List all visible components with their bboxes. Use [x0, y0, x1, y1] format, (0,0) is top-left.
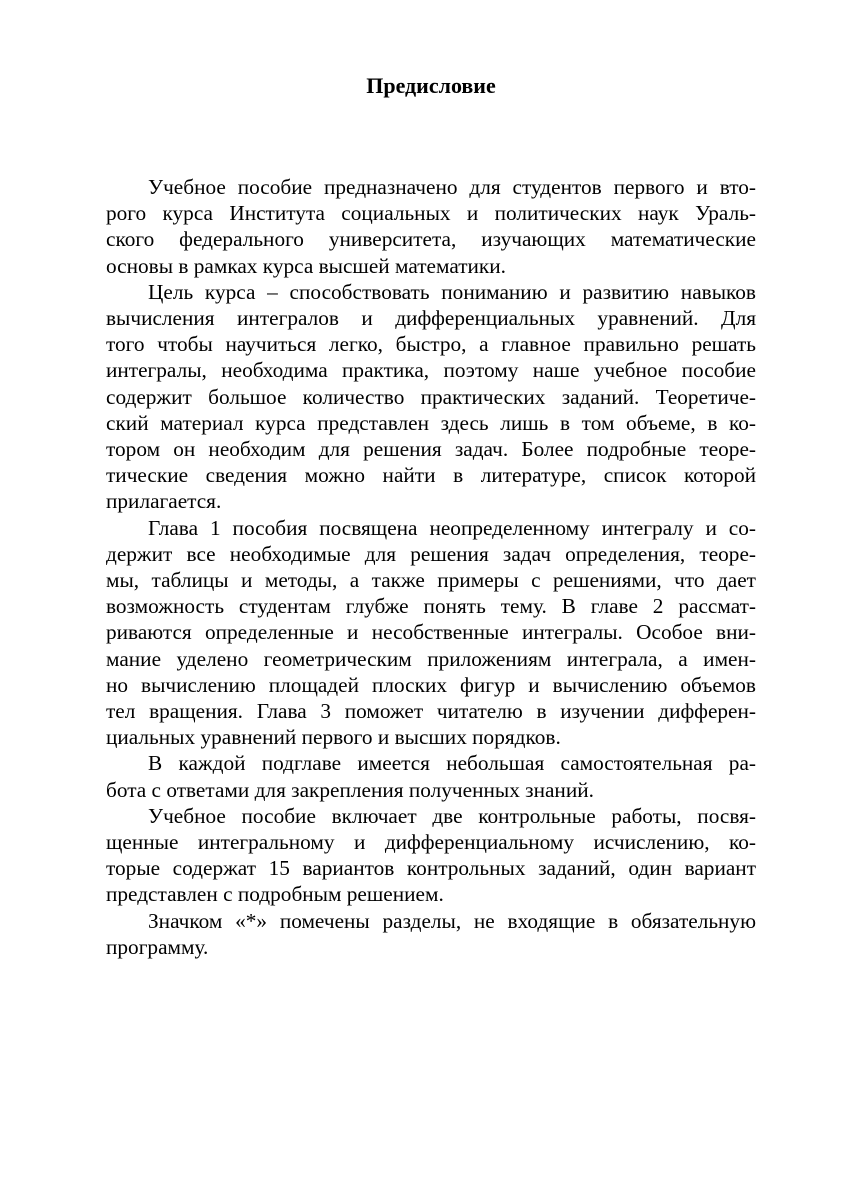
- text-line: мание уделено геометрическим приложениям интеграла, а имен-: [106, 646, 756, 671]
- text-line: Глава 1 пособия посвящена неопределенному интегралу и со-: [148, 515, 756, 540]
- text-line: ского федерального университета, изучающих математические: [106, 227, 756, 252]
- text-line: содержит большое количество практических заданий. Теоретиче-: [106, 384, 756, 409]
- text-line: ский материал курса представлен здесь лишь в том объеме, в ко-: [106, 410, 756, 435]
- text-line: того чтобы научиться легко, быстро, а главное правильно решать: [106, 332, 756, 357]
- text-line: мы, таблицы и методы, а также примеры с решениями, что дает: [106, 568, 756, 593]
- text-line: рого курса Института социальных и политических наук Ураль-: [106, 201, 756, 226]
- text-line: но вычислению площадей плоских фигур и вычислению объемов: [106, 672, 756, 697]
- text-line: тические сведения можно найти в литературе, список которой: [106, 463, 756, 488]
- text-line: циальных уравнений первого и высших порядков.: [106, 725, 561, 750]
- text-line: возможность студентам глубже понять тему. В главе 2 рассмат-: [106, 594, 756, 619]
- paragraph-2: [106, 279, 756, 515]
- text-line: Значком «*» помечены разделы, не входящие в обязательную: [148, 908, 756, 933]
- paragraph-6: [106, 908, 756, 960]
- page-title: Предисловие: [366, 73, 496, 98]
- paragraph-5: [106, 803, 756, 908]
- paragraph-3: [106, 515, 756, 751]
- text-line: основы в рамках курса высшей математики.: [106, 253, 506, 278]
- paragraph-4: [106, 750, 756, 802]
- paragraph-1: [106, 174, 756, 279]
- text-line: Учебное пособие предназначено для студентов первого и вто-: [148, 175, 756, 199]
- text-line: В каждой подглаве имеется небольшая самостоятельная ра-: [148, 751, 756, 776]
- text-line: тел вращения. Глава 3 поможет читателю в изучении дифферен-: [106, 699, 756, 724]
- text-line: представлен с подробным решением.: [106, 882, 444, 907]
- preface-body: [106, 174, 756, 960]
- text-line: интегралы, необходима практика, поэтому наше учебное пособие: [106, 358, 756, 383]
- document-page: [106, 0, 756, 960]
- text-line: Цель курса – способствовать пониманию и развитию навыков: [148, 279, 756, 304]
- text-line: торые содержат 15 вариантов контрольных заданий, один вариант: [106, 856, 756, 881]
- text-line: риваются определенные и несобственные интегралы. Особое вни-: [106, 620, 756, 645]
- text-line: тором он необходим для решения задач. Более подробные теоре-: [106, 437, 756, 462]
- text-line: программу.: [106, 934, 209, 959]
- text-line: бота с ответами для закрепления полученных знаний.: [106, 777, 594, 802]
- text-line: прилагается.: [106, 489, 222, 514]
- text-line: вычисления интегралов и дифференциальных уравнений. Для: [106, 306, 756, 331]
- text-line: держит все необходимые для решения задач определения, теоре-: [106, 541, 756, 566]
- text-line: Учебное пособие включает две контрольные работы, посвя-: [148, 803, 756, 828]
- text-line: щенные интегральному и дифференциальному исчислению, ко-: [106, 830, 756, 855]
